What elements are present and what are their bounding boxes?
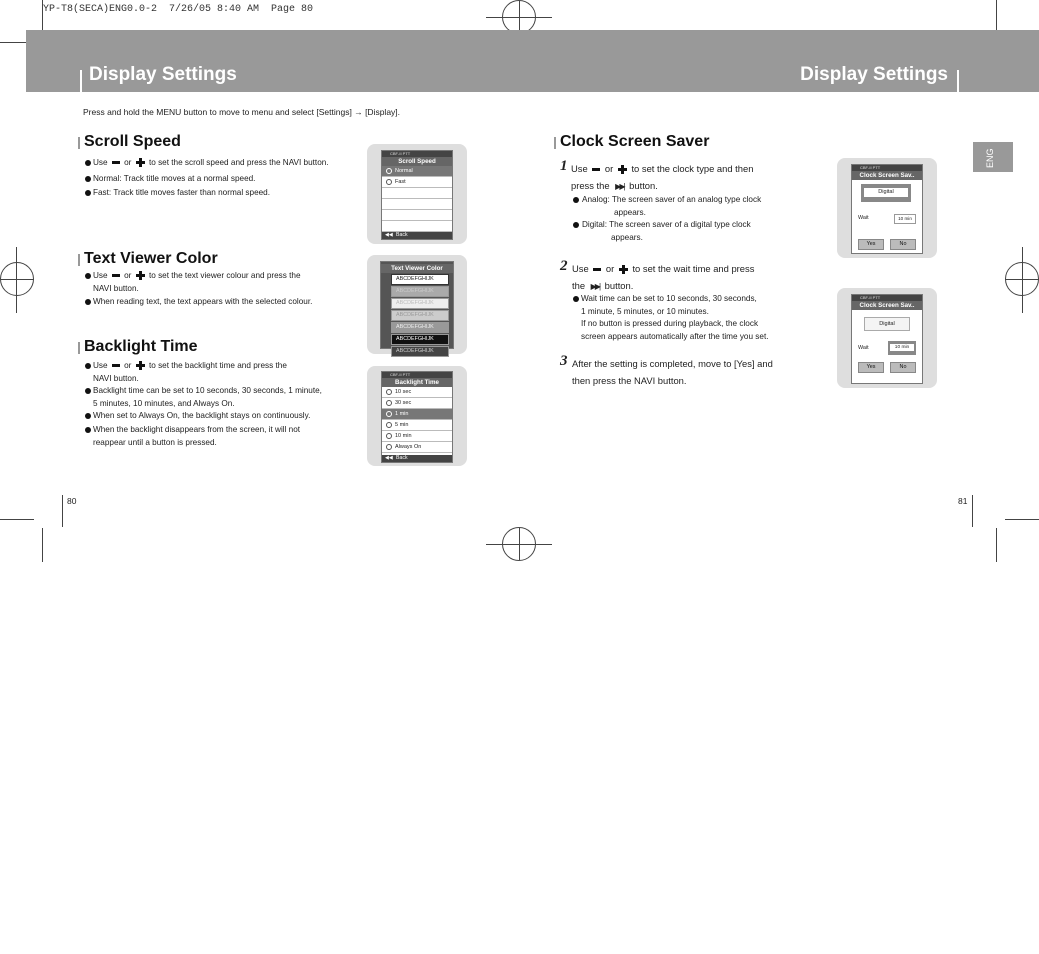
title-bar-mark <box>80 70 82 92</box>
menu-item-1-min[interactable]: 1 min <box>382 409 452 420</box>
step-2-text: Use or to set the wait time and press the ▶▶| button. <box>572 263 755 291</box>
wait-time-selector[interactable]: 10 min <box>888 341 916 355</box>
language-tab-label: ENG <box>985 148 995 168</box>
intro-text: Press and hold the MENU button to move to menu and select [Settings] → [Display]. <box>83 107 401 117</box>
yes-button[interactable]: Yes <box>858 239 884 250</box>
scroll-speed-device <box>367 144 467 244</box>
wait-label: Wait <box>858 345 869 351</box>
screen-title: Scroll Speed <box>382 157 452 166</box>
minus-icon <box>593 268 601 271</box>
title-bar-mark <box>957 70 959 92</box>
screen-title: Text Viewer Color <box>381 264 453 273</box>
menu-item-normal[interactable]: Normal <box>382 166 452 177</box>
step-1-text: Use or to set the clock type and then press the ▶▶| button. <box>571 163 754 191</box>
bullet <box>85 160 91 166</box>
scroll-speed-bullet-1: Use or to set the scroll speed and press the NAVI button. <box>93 158 329 167</box>
color-option[interactable]: ABCDEFGHIJK <box>391 298 449 309</box>
back-icon: ◀◀ <box>385 232 393 238</box>
bullet <box>573 197 579 203</box>
menu-item-5-min[interactable]: 5 min <box>382 420 452 431</box>
bullet <box>85 413 91 419</box>
crop-mark <box>1005 519 1039 520</box>
no-button[interactable]: No <box>890 362 916 373</box>
backlight-bullet-2: Backlight time can be set to 10 seconds, 30 seconds, 1 minute, 5 minutes, 10 minutes, and Always On. <box>93 386 322 408</box>
plus-icon <box>136 271 145 280</box>
heading-bar <box>78 342 80 354</box>
crop-mark <box>996 0 997 34</box>
bullet <box>85 273 91 279</box>
plus-icon <box>136 158 145 167</box>
device-screen <box>851 164 923 254</box>
device-screen <box>381 371 453 463</box>
status-bar: CBF-II PTT <box>382 372 452 378</box>
minus-icon <box>112 364 120 367</box>
text-viewer-heading: Text Viewer Color <box>84 250 218 267</box>
bullet <box>85 190 91 196</box>
navi-icon: ▶▶| <box>590 282 600 291</box>
scroll-speed-bullet-3: Fast: Track title moves faster than normal speed. <box>93 188 271 197</box>
crop-mark <box>972 495 973 527</box>
page-title-left: Display Settings <box>89 64 237 85</box>
status-bar: CBF-II PTT <box>852 165 922 171</box>
menu-item-always-on[interactable]: Always On <box>382 442 452 453</box>
step-number-1: 1 <box>560 158 568 174</box>
color-option[interactable]: ABCDEFGHIJK <box>391 322 449 333</box>
minus-icon <box>112 274 120 277</box>
navi-icon: ▶▶| <box>615 182 624 191</box>
page-title-right: Display Settings <box>800 64 948 85</box>
bullet <box>573 222 579 228</box>
text-viewer-device <box>367 255 467 354</box>
crop-mark <box>62 495 63 527</box>
color-option[interactable]: ABCDEFGHIJK <box>391 310 449 321</box>
back-button[interactable]: ◀◀ Back <box>382 455 452 462</box>
heading-bar <box>554 137 556 149</box>
status-bar: CBF-II PTT <box>852 295 922 301</box>
screen-title: Clock Screen Sav.. <box>852 171 922 180</box>
crop-mark <box>42 528 43 562</box>
color-option[interactable]: ABCDEFGHIJK <box>391 346 449 357</box>
device-screen <box>380 261 454 354</box>
bullet <box>85 427 91 433</box>
step-number-2: 2 <box>560 258 568 274</box>
bullet <box>85 363 91 369</box>
color-option[interactable]: ABCDEFGHIJK <box>391 286 449 297</box>
minus-icon <box>112 161 120 164</box>
color-option[interactable]: ABCDEFGHIJK <box>391 274 449 285</box>
menu-item-10-min[interactable]: 10 min <box>382 431 452 442</box>
bullet <box>85 176 91 182</box>
step-3-text: After the setting is completed, move to [Yes] and then press the NAVI button. <box>572 358 773 386</box>
backlight-device <box>367 366 467 466</box>
yes-button[interactable]: Yes <box>858 362 884 373</box>
backlight-bullet-3: When set to Always On, the backlight stays on continuously. <box>93 411 311 420</box>
screen-title: Backlight Time <box>382 378 452 387</box>
print-slug: YP-T8(SECA)ENG0.0-2 7/26/05 8:40 AM Page 80 <box>43 4 314 15</box>
menu-item-30-sec[interactable]: 30 sec <box>382 398 452 409</box>
screen-title: Clock Screen Sav.. <box>852 301 922 310</box>
color-option[interactable]: ABCDEFGHIJK <box>391 334 449 345</box>
menu-item-10-sec[interactable]: 10 sec <box>382 387 452 398</box>
backlight-bullet-1: Use or to set the backlight time and press the NAVI button. <box>93 361 287 383</box>
step-number-3: 3 <box>560 353 568 369</box>
clock-type-device <box>837 158 937 258</box>
text-viewer-bullet-2: When reading text, the text appears with the selected colour. <box>93 297 313 306</box>
heading-bar <box>78 254 80 266</box>
bullet <box>85 299 91 305</box>
wait-time-device <box>837 288 937 388</box>
plus-icon <box>136 361 145 370</box>
step-1-analog: Analog: The screen saver of an analog type clock appears. <box>582 195 762 217</box>
clock-type-selector[interactable]: Digital <box>864 317 910 331</box>
clock-type-selector[interactable]: Digital <box>861 184 911 202</box>
backlight-bullet-4: When the backlight disappears from the screen, it will not reappear until a button is pressed. <box>93 425 301 447</box>
bullet <box>85 388 91 394</box>
page-number-right: 81 <box>958 496 968 506</box>
back-icon: ◀◀ <box>385 455 393 461</box>
back-button[interactable]: ◀◀ Back <box>382 232 452 239</box>
page-number-left: 80 <box>67 496 77 506</box>
scroll-speed-bullet-2: Normal: Track title moves at a normal speed. <box>93 174 256 183</box>
clock-heading: Clock Screen Saver <box>560 133 710 150</box>
wait-label: Wait <box>858 215 869 221</box>
step-2-bullet: Wait time can be set to 10 seconds, 30 seconds, 1 minute, 5 minutes, or 10 minutes. If no button is pressed during playback, the clock screen appears automatically after the time you set. <box>581 294 769 341</box>
crop-mark <box>996 528 997 562</box>
crop-mark <box>42 0 43 34</box>
status-bar: CBF-II PTT <box>382 151 452 157</box>
backlight-heading: Backlight Time <box>84 338 198 355</box>
heading-bar <box>78 137 80 149</box>
language-tab <box>973 142 1013 172</box>
menu-item-fast[interactable]: Fast <box>382 177 452 188</box>
minus-icon <box>592 168 600 171</box>
plus-icon <box>618 165 627 174</box>
step-1-digital: Digital: The screen saver of a digital type clock appears. <box>582 220 751 242</box>
device-screen <box>381 150 453 240</box>
device-screen <box>851 294 923 384</box>
text-viewer-bullet-1: Use or to set the text viewer colour and press the NAVI button. <box>93 271 301 293</box>
bullet <box>573 296 579 302</box>
wait-value[interactable]: 10 min <box>894 214 916 224</box>
no-button[interactable]: No <box>890 239 916 250</box>
scroll-speed-heading: Scroll Speed <box>84 133 181 150</box>
crop-mark <box>0 519 34 520</box>
plus-icon <box>619 265 628 274</box>
